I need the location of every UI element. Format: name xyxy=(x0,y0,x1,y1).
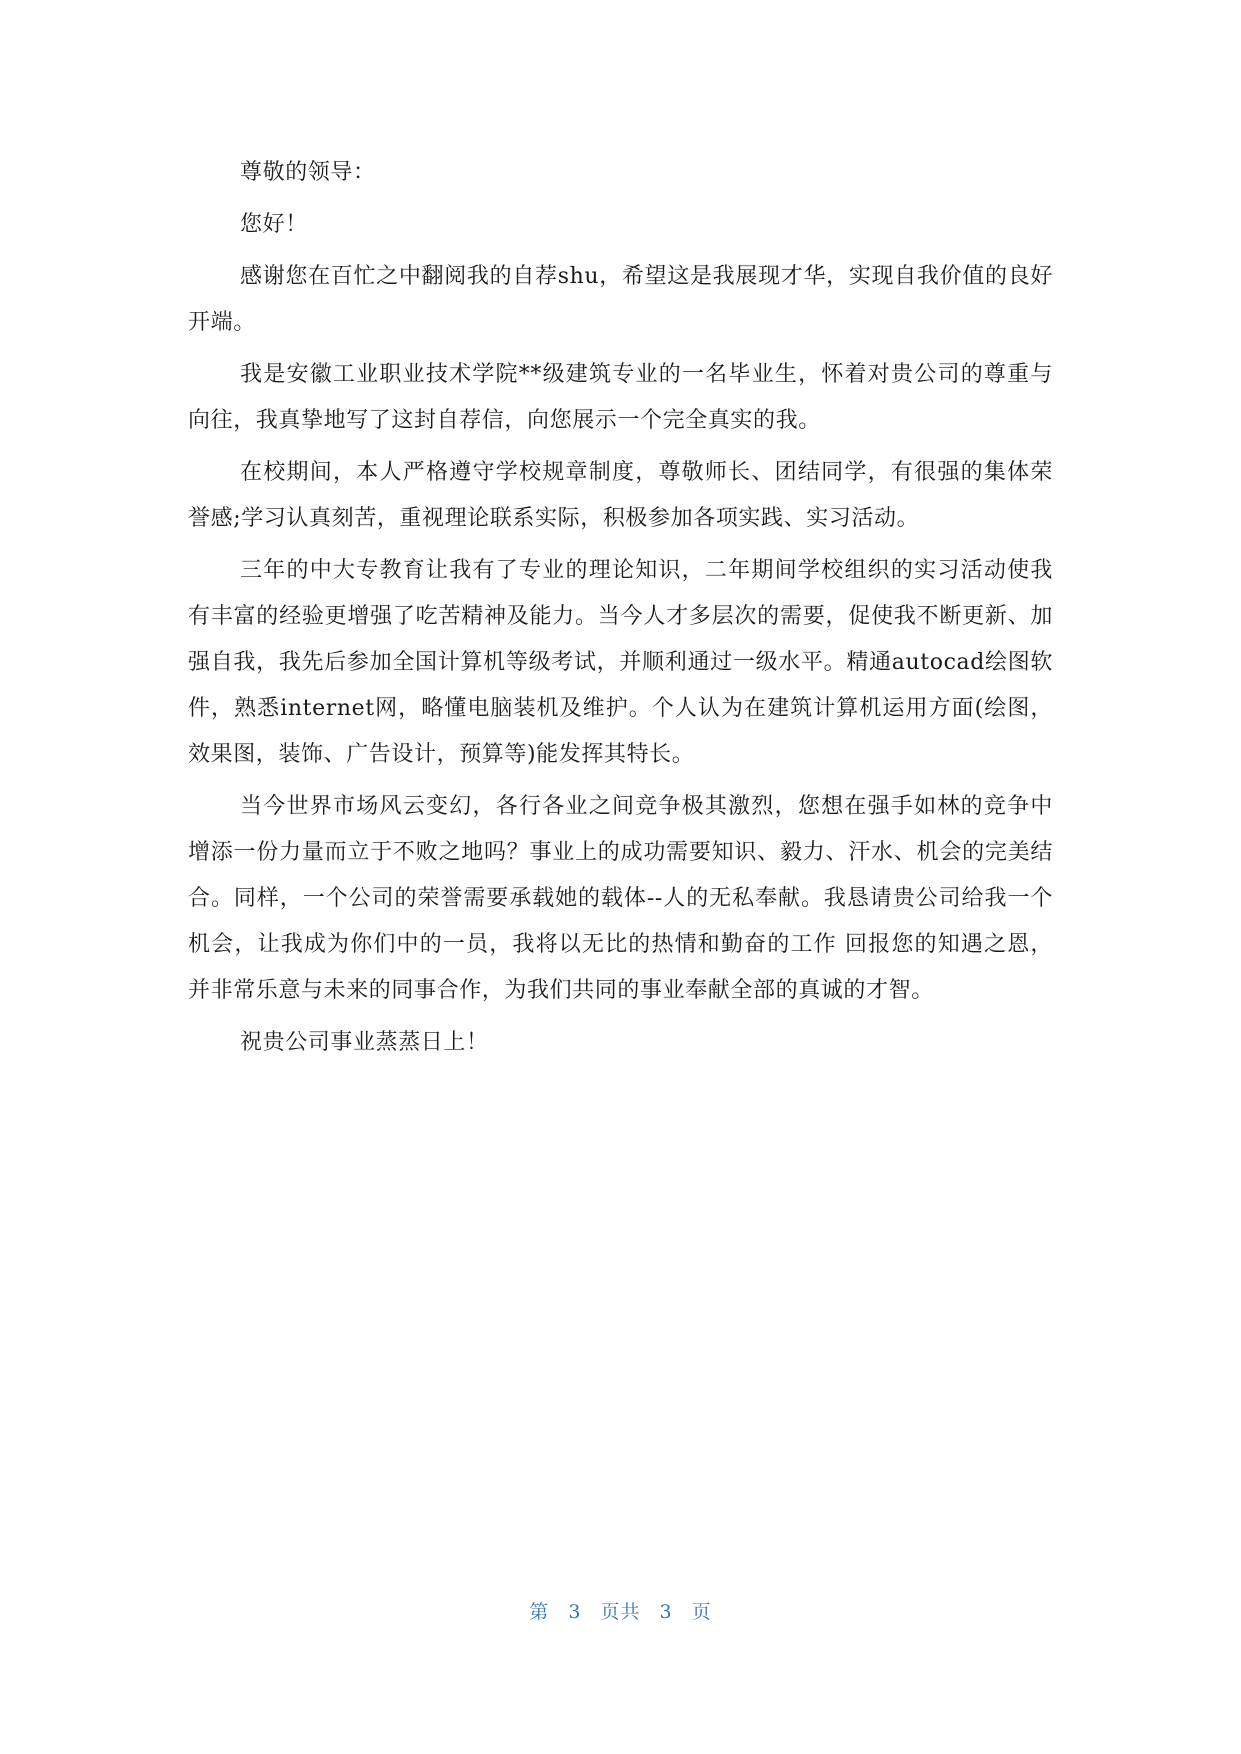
paragraph-request: 当今世界市场风云变幻，各行各业之间竞争极其激烈，您想在强手如林的竞争中增添一份力量而立于不败之地吗？事业上的成功需要知识、毅力、汗水、机会的完美结合。同样，一个公司的荣誉需要承载她的载体--人的无私奉献。我恳请贵公司给我一个机会，让我成为你们中的一员，我将以无比的热情和勤奋的工作 回报您的知遇之恩，并非常乐意与未来的同事合作，为我们共同的事业奉献全部的真诚的才智。 xyxy=(188,794,1053,1003)
footer-total-pages: 3 xyxy=(659,1601,673,1623)
salutation: 尊敬的领导： xyxy=(240,160,376,185)
greeting: 您好！ xyxy=(240,212,308,237)
footer-label-page: 第 xyxy=(529,1601,550,1623)
footer-label-end: 页 xyxy=(691,1601,712,1623)
closing-wish: 祝贵公司事业蒸蒸日上！ xyxy=(240,1030,489,1055)
page-number-footer xyxy=(0,1597,1241,1624)
paragraph-intro: 我是安徽工业职业技术学院**级建筑专业的一名毕业生，怀着对贵公司的尊重与向往，我真挚地写了这封自荐信，向您展示一个完全真实的我。 xyxy=(188,362,1053,433)
paragraph-thanks: 感谢您在百忙之中翻阅我的自荐shu，希望这是我展现才华，实现自我价值的良好开端。 xyxy=(188,264,1053,335)
paragraph-education: 三年的中大专教育让我有了专业的理论知识，二年期间学校组织的实习活动使我有丰富的经验更增强了吃苦精神及能力。当今人才多层次的需要，促使我不断更新、加强自我，我先后参加全国计算机等级考试，并顺利通过一级水平。精通autocad绘图软件，熟悉internet网，略懂电脑装机及维护。个人认为在建筑计算机运用方面(绘图，效果图，装饰、广告设计，预算等)能发挥其特长。 xyxy=(188,558,1053,767)
footer-label-of: 页共 xyxy=(600,1601,641,1623)
letter-body xyxy=(188,150,1053,1072)
footer-current-page: 3 xyxy=(568,1601,582,1623)
paragraph-school-life: 在校期间，本人严格遵守学校规章制度，尊敬师长、团结同学，有很强的集体荣誉感;学习认真刻苦，重视理论联系实际，积极参加各项实践、实习活动。 xyxy=(188,460,1053,531)
